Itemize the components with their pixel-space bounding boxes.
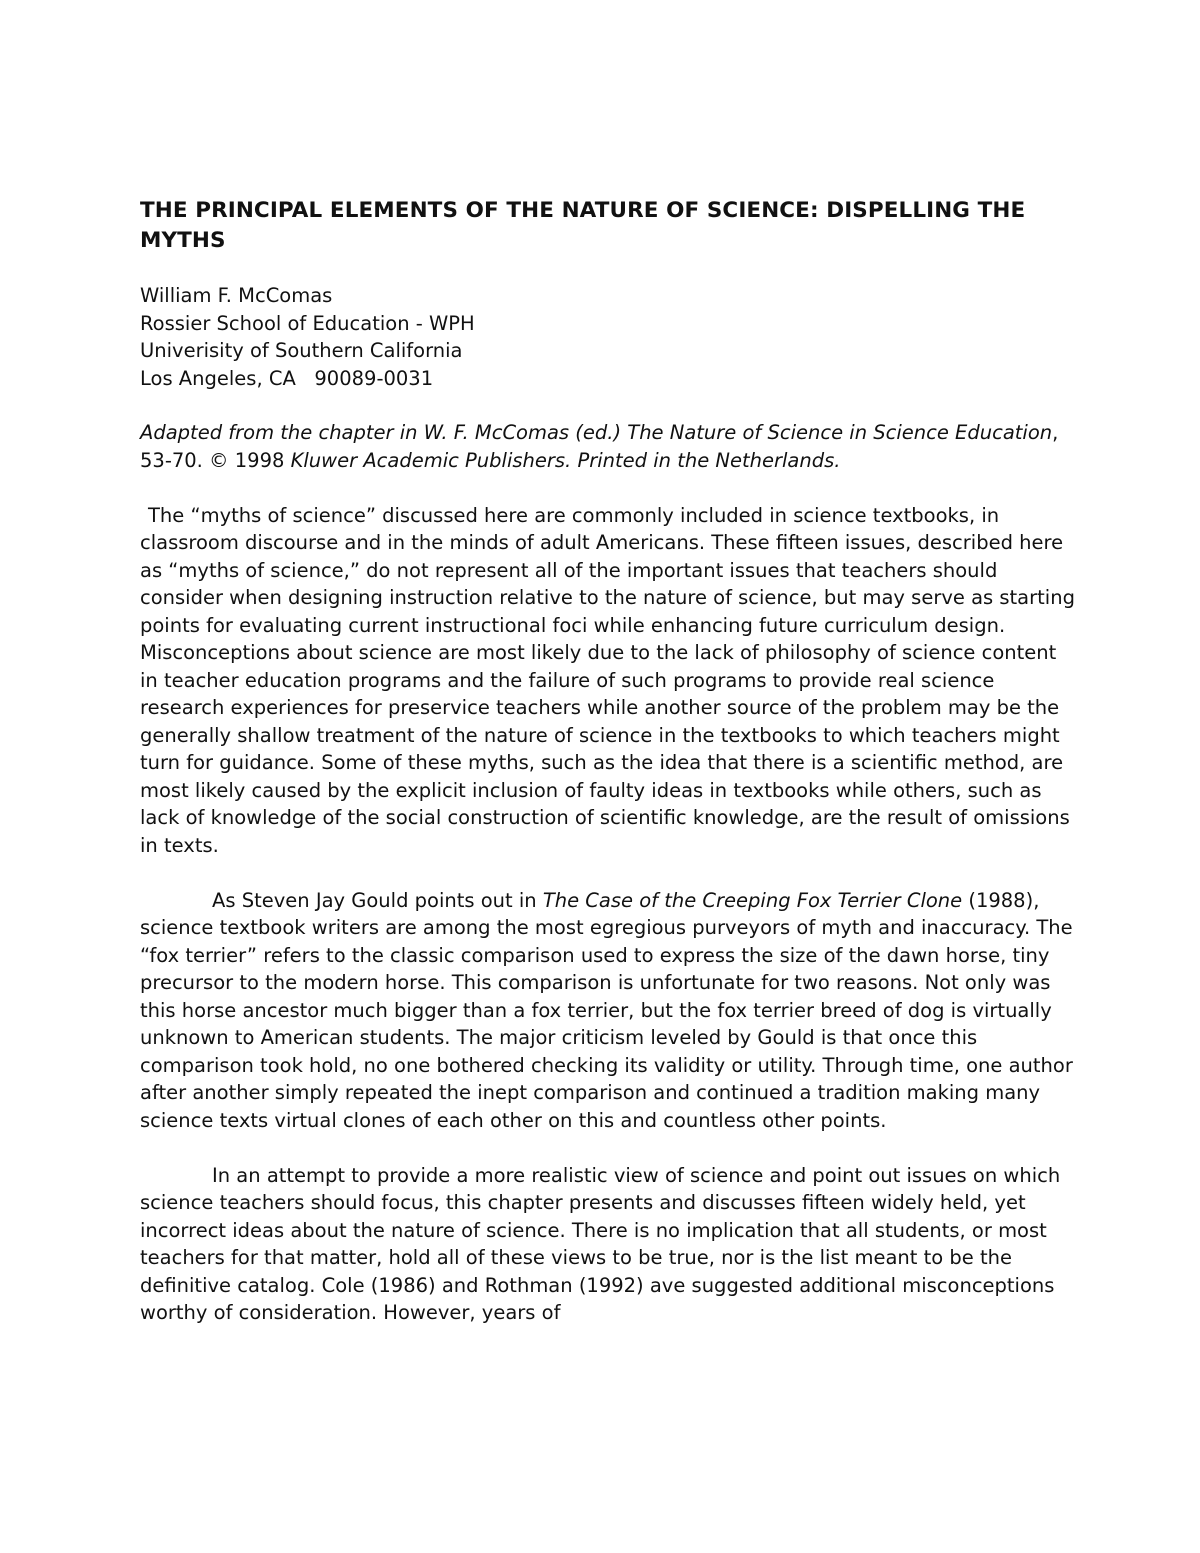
citation-note (140, 419, 1075, 474)
citation-part-3: Kluwer Academic Publishers. Printed in the Netherlands. (290, 448, 841, 472)
author-university: Univerisity of Southern California (140, 339, 463, 362)
author-name: William F. McComas (140, 284, 333, 307)
author-school: Rossier School of Education - WPH (140, 311, 475, 335)
paragraph-2-start: As Steven Jay Gould points out in (212, 888, 543, 912)
paragraph-2-rest: (1988), science textbook writers are among the most egregious purveyors of myth and inaccuracy. The “fox terrier” refers to the classic comparison used to express the size of the dawn horse, tiny precursor to the modern horse. This comparison is unfortunate for two reasons. Not only was this horse ancestor much bigger than a fox terrier, but the fox terrier breed of dog is virtually unknown to American students. The major criticism leveled by Gould is that once this comparison took hold, no one bothered checking its validity or utility. Through time, one author after another simply repeated the inept comparison and continued a tradition making many science texts virtual clones of each other on this and countless other points. (140, 888, 1073, 1132)
document-page (140, 196, 1075, 1327)
author-block (140, 282, 1075, 392)
author-address: Los Angeles, CA 90089-0031 (140, 366, 434, 390)
paragraph-3: In an attempt to provide a more realistic view of science and point out issues on which science teachers should focus, this chapter presents and discusses fifteen widely held, yet incorrect ideas about the nature of science. There is no implication that all students, or most teachers for that matter, hold all of these views to be true, nor is the list meant to be the definitive catalog. Cole (1986) and Rothman (1992) ave suggested additional misconceptions worthy of consideration. However, years of (140, 1163, 1061, 1324)
document-title: THE PRINCIPAL ELEMENTS OF THE NATURE OF SCIENCE: DISPELLING THE MYTHS (140, 198, 1026, 253)
citation-part-1: Adapted from the chapter in W. F. McComas (ed.) The Nature of Science in Science Education (140, 421, 1053, 444)
book-title: The Case of the Creeping Fox Terrier Clone (542, 888, 963, 912)
paragraph-1: The “myths of science” discussed here are commonly included in science textbooks, in classroom discourse and in the minds of adult Americans. These fifteen issues, described here as “myths of science,” do not represent all of the important issues that teachers should consider when designing instruction relative to the nature of science, but may serve as starting points for evaluating current instructional foci while enhancing future curriculum design. Misconceptions about science are most likely due to the lack of philosophy of science content in teacher education programs and the failure of such programs to provide real science research experiences for preservice teachers while another source of the problem may be the generally shallow treatment of the nature of science in the textbooks to which teachers might turn for guidance. Some of these myths, such as the idea that there is a scientific method, are most likely caused by the explicit inclusion of faulty ideas in textbooks while others, such as lack of knowledge of the social construction of scientific knowledge, are the result of omissions in texts. (140, 503, 1075, 857)
citation-part-2: , 53-70. © 1998 (140, 421, 1059, 472)
paragraph-2 (140, 887, 1075, 1135)
